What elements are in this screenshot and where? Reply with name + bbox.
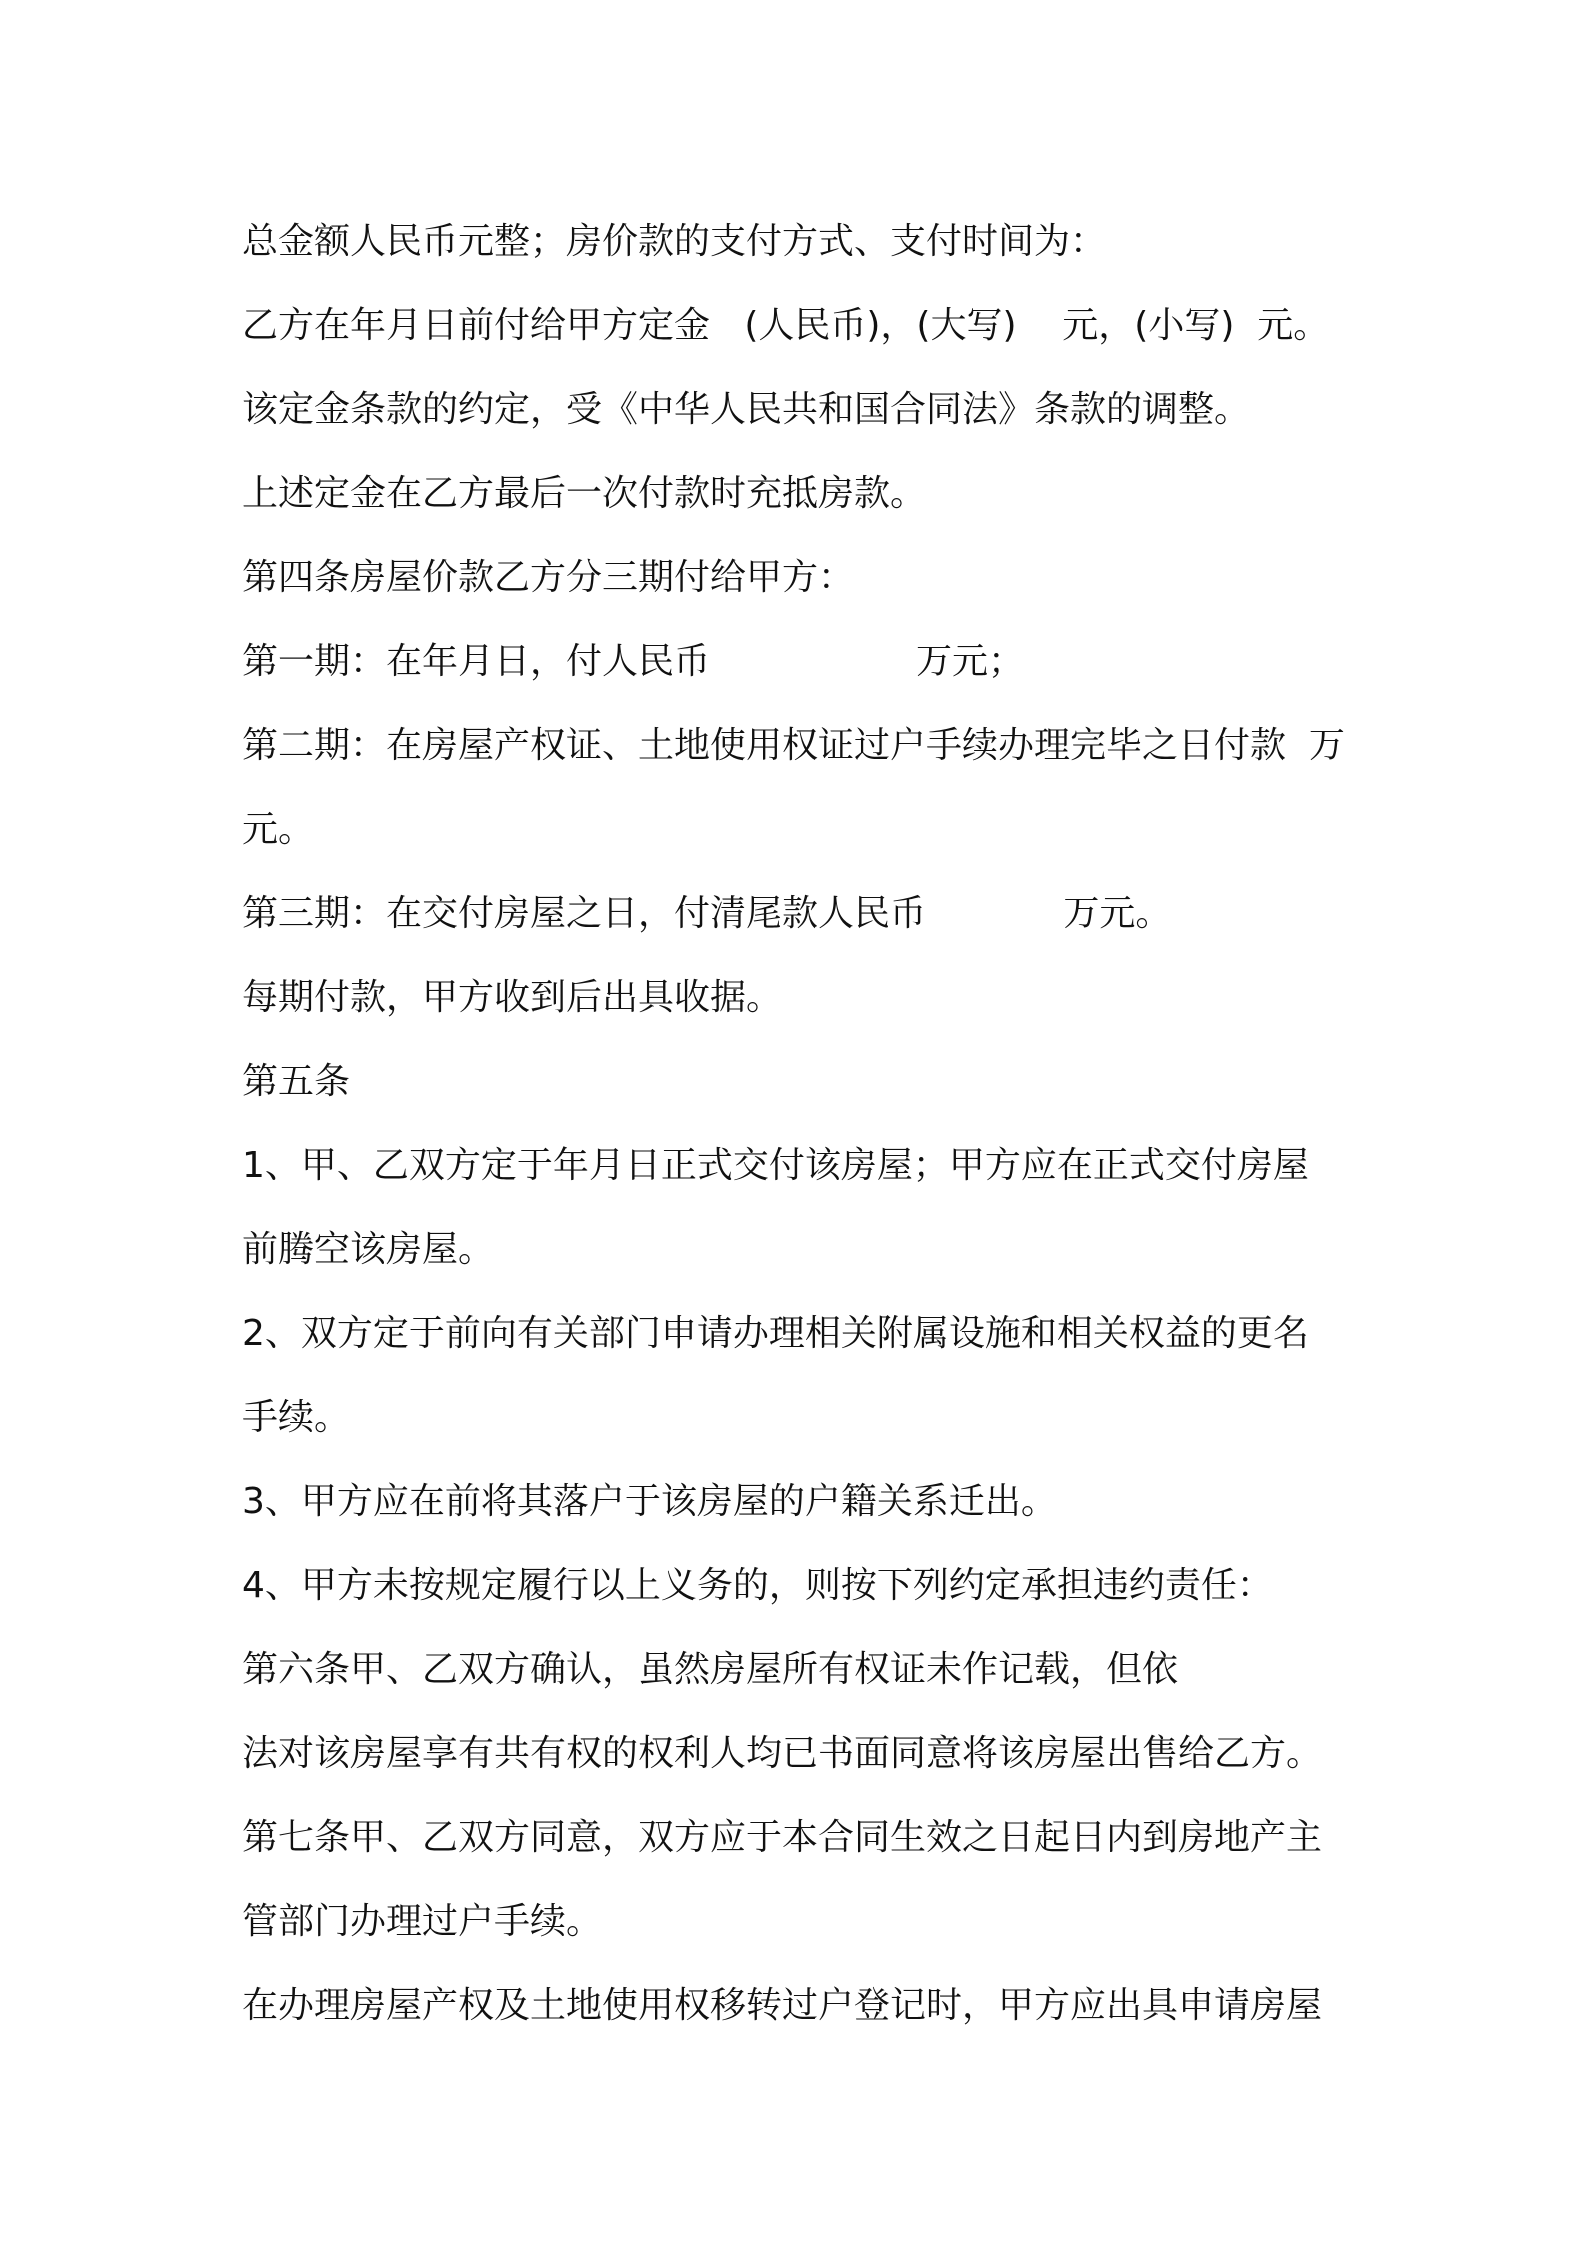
text-line: 2、双方定于前向有关部门申请办理相关附属设施和相关权益的更名: [242, 1313, 1309, 1354]
text-line: 第四条房屋价款乙方分三期付给甲方：: [242, 557, 855, 598]
text-line: 第三期：在交付房屋之日，付清尾款人民币 万元。: [242, 893, 1172, 934]
text-line: 在办理房屋产权及土地使用权移转过户登记时，甲方应出具申请房屋: [242, 1985, 1323, 2026]
text-line: 前腾空该房屋。: [242, 1229, 495, 1270]
text-line: 上述定金在乙方最后一次付款时充抵房款。: [242, 473, 927, 514]
text-line: 1、甲、乙双方定于年月日正式交付该房屋；甲方应在正式交付房屋: [242, 1145, 1309, 1186]
text-line: 手续。: [242, 1397, 351, 1438]
text-line: 第六条甲、乙双方确认，虽然房屋所有权证未作记载，但依: [242, 1649, 1179, 1690]
text-line: 乙方在年月日前付给甲方定金 (人民币)，(大写) 元，(小写) 元。: [242, 305, 1330, 346]
text-line: 该定金条款的约定，受《中华人民共和国合同法》条款的调整。: [242, 389, 1251, 430]
text-line: 3、甲方应在前将其落户于该房屋的户籍关系迁出。: [242, 1481, 1057, 1522]
section-heading: 第五条: [242, 1061, 351, 1102]
text-line: 第七条甲、乙双方同意，双方应于本合同生效之日起日内到房地产主: [242, 1817, 1323, 1858]
document-body: [242, 200, 1362, 2048]
text-line: 元。: [242, 809, 315, 850]
text-line: 法对该房屋享有共有权的权利人均已书面同意将该房屋出售给乙方。: [242, 1733, 1323, 1774]
text-line: 第二期：在房屋产权证、土地使用权证过户手续办理完毕之日付款 万: [242, 725, 1345, 766]
text-line: 总金额人民币元整；房价款的支付方式、支付时间为：: [242, 221, 1107, 262]
text-line: 第一期：在年月日，付人民币 万元；: [242, 641, 1024, 682]
text-line: 管部门办理过户手续。: [242, 1901, 603, 1942]
text-line: 每期付款，甲方收到后出具收据。: [242, 977, 783, 1018]
text-line: 4、甲方未按规定履行以上义务的，则按下列约定承担违约责任：: [242, 1565, 1273, 1606]
